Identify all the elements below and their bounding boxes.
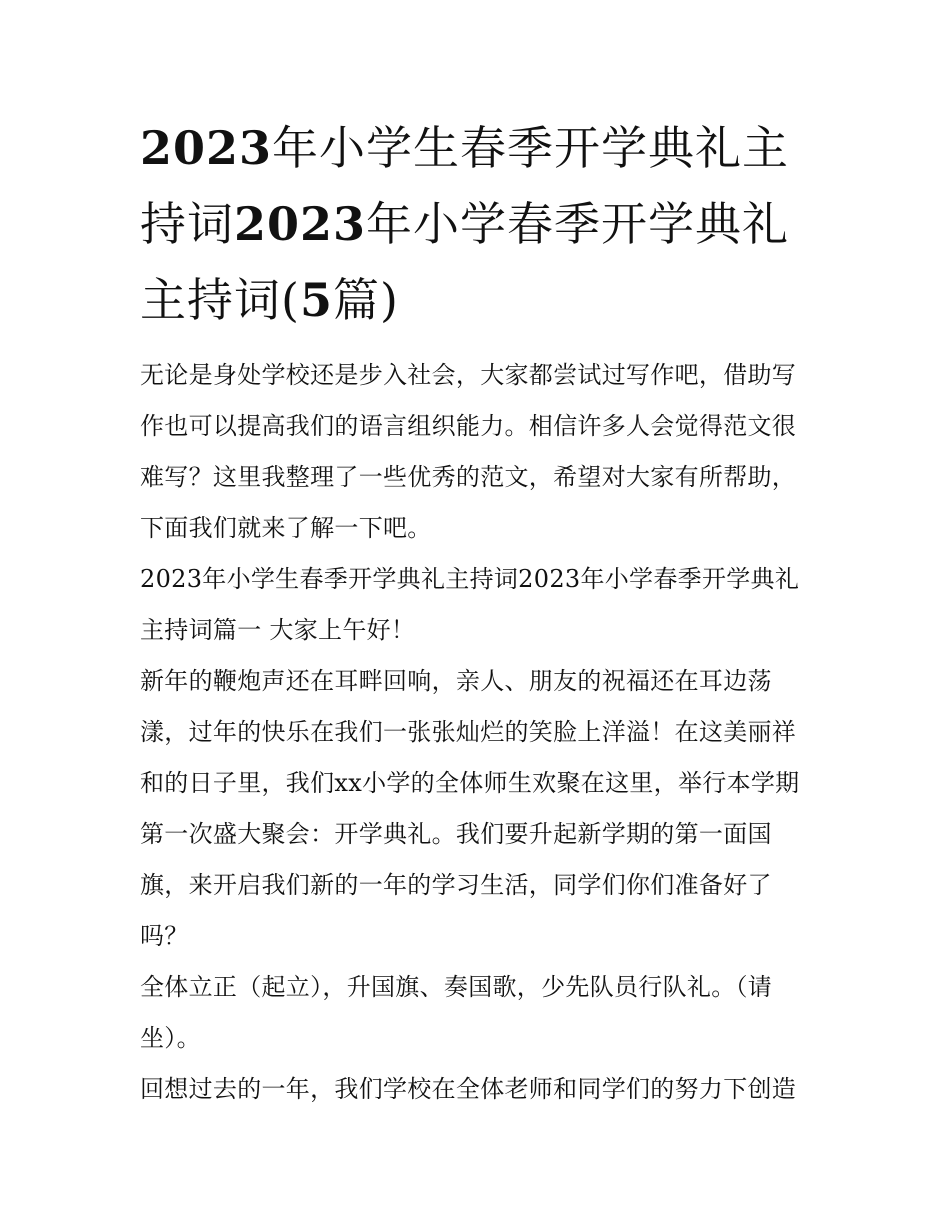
document-title: 2023年小学生春季开学典礼主持词2023年小学春季开学典礼主持词(5篇) <box>140 121 790 327</box>
body-paragraph: 回想过去的一年，我们学校在全体老师和同学们的努力下创造 <box>140 1075 797 1103</box>
intro-paragraph: 无论是身处学校还是步入社会，大家都尝试过写作吧，借助写作也可以提高我们的语言组织能力。相信许多人会觉得范文很难写？这里我整理了一些优秀的范文，希望对大家有所帮助，下面我们就来了解一下吧。 <box>140 361 797 542</box>
body-paragraph: 新年的鞭炮声还在耳畔回响，亲人、朋友的祝福还在耳边荡漾，过年的快乐在我们一张张灿烂的笑脸上洋溢！在这美丽祥和的日子里，我们xx小学的全体师生欢聚在这里，举行本学期第一次盛大聚会：开学典礼。我们要升起新学期的第一面国旗，来开启我们新的一年的学习生活，同学们你们准备好了吗？ <box>140 667 800 950</box>
document-body <box>140 110 812 1115</box>
section-heading-paragraph: 2023年小学生春季开学典礼主持词2023年小学春季开学典礼主持词篇一 大家上午好！ <box>140 565 800 644</box>
body-paragraph: 全体立正（起立），升国旗、奏国歌，少先队员行队礼。（请坐）。 <box>140 973 773 1052</box>
